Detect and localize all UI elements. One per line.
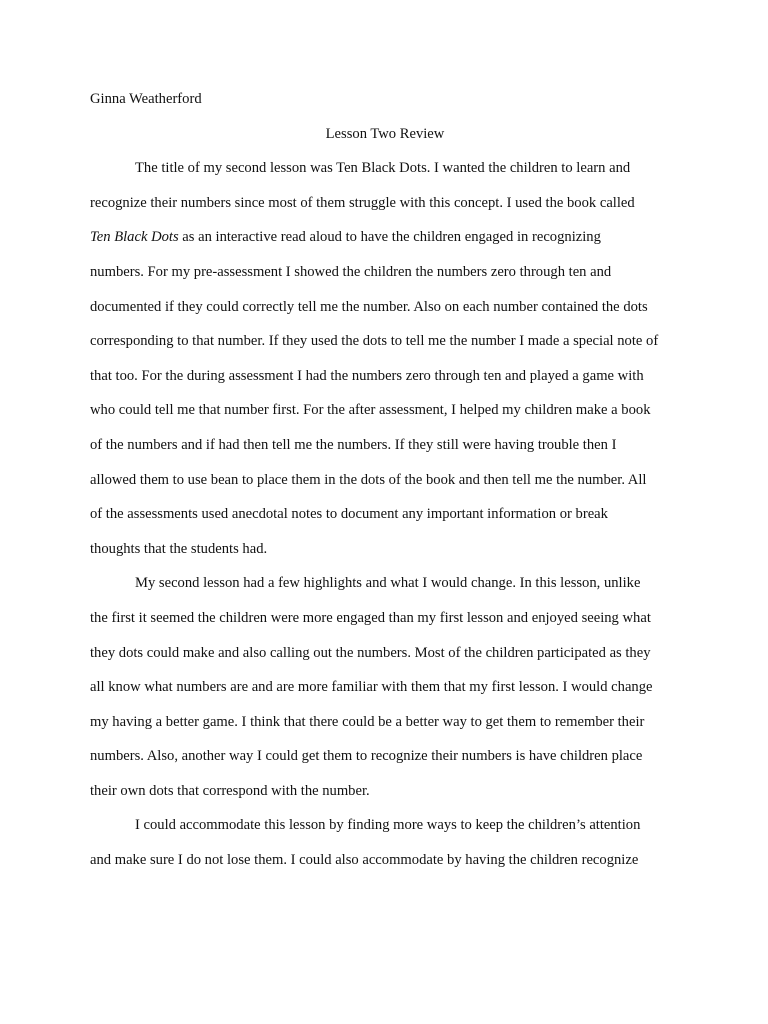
paragraph-line: the first it seemed the children were more engaged than my first lesson and enjoyed seeing what xyxy=(90,609,651,626)
paragraph-line: numbers. Also, another way I could get them to recognize their numbers is have children place xyxy=(90,748,643,765)
paragraph-line: My second lesson had a few highlights and what I would change. In this lesson, unlike xyxy=(135,575,641,592)
paragraph-line: of the numbers and if had then tell me the numbers. If they still were having trouble then I xyxy=(90,436,617,453)
paragraph-3 xyxy=(90,808,680,877)
paragraph-line: numbers. For my pre-assessment I showed the children the numbers zero through ten and xyxy=(90,263,612,280)
paragraph-line: my having a better game. I think that there could be a better way to get them to remember their xyxy=(90,713,645,730)
paragraph-line: I could accommodate this lesson by finding more ways to keep the children’s attention xyxy=(135,817,641,834)
paragraph-line: their own dots that correspond with the number. xyxy=(90,782,370,799)
paragraph-line: thoughts that the students had. xyxy=(90,540,268,557)
document-page xyxy=(90,82,680,878)
paragraph-line: The title of my second lesson was Ten Black Dots. I wanted the children to learn and xyxy=(135,160,631,177)
paragraph-line: all know what numbers are and are more familiar with them that my first lesson. I would change xyxy=(90,679,653,696)
book-title-italic: Ten Black Dots xyxy=(90,229,179,246)
paragraph-line: and make sure I do not lose them. I could also accommodate by having the children recognize xyxy=(90,852,639,869)
paragraph-line: they dots could make and also calling out the numbers. Most of the children participated as they xyxy=(90,644,651,661)
paragraph-2 xyxy=(90,566,680,808)
paragraph-line: documented if they could correctly tell me the number. Also on each number contained the dots xyxy=(90,298,648,315)
paragraph-line: corresponding to that number. If they used the dots to tell me the number I made a special note of xyxy=(90,333,659,350)
document-title: Lesson Two Review xyxy=(325,125,445,142)
paragraph-line-rest: as an interactive read aloud to have the children engaged in recognizing xyxy=(178,229,601,246)
author-name: Ginna Weatherford xyxy=(90,91,202,107)
paragraph-line: who could tell me that number first. For the after assessment, I helped my children make a book xyxy=(90,402,651,419)
paragraph-line: recognize their numbers since most of them struggle with this concept. I used the book called xyxy=(90,194,635,211)
paragraph-line: of the assessments used anecdotal notes to document any important information or break xyxy=(90,506,608,523)
paragraph-1 xyxy=(90,151,680,566)
paragraph-line: allowed them to use bean to place them in the dots of the book and then tell me the number. All xyxy=(90,471,647,488)
paragraph-line: that too. For the during assessment I had the numbers zero through ten and played a game with xyxy=(90,367,644,384)
paragraph-line xyxy=(90,220,680,255)
